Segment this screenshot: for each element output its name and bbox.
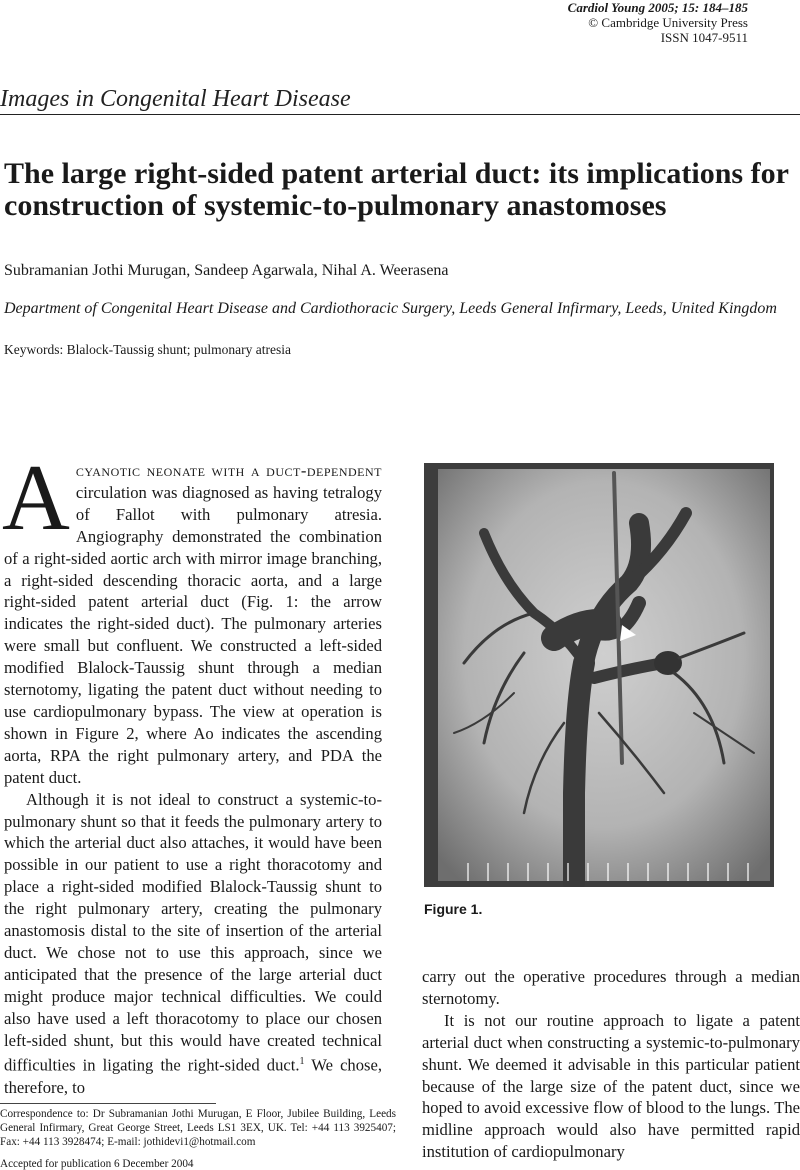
figure-caption — [424, 901, 482, 919]
accepted-date: Accepted for publication 6 December 2004 — [0, 1158, 194, 1170]
issn-line: ISSN 1047-9511 — [660, 30, 748, 45]
paragraph-2-text: Although it is not ideal to construct a systemic-to-pulmonary shunt so that it feeds the pulmonary artery to which the arterial duct also attaches, it would have been possible in our patient to use a right thoracotomy and place a right-sided modified Blalock-Taussig shunt to the right pulmonary artery, creating the pulmonary anastomosis distal to the site of insertion of the arterial duct. We chose not to use this approach, since we anticipated that the presence of the large arterial duct might produce major technical difficulties. We could also have used a left thoracotomy to place our chosen left-sided shunt, but this would have created technical difficulties in ligating the right-sided duct. — [4, 789, 382, 1075]
paragraph-1 — [2, 446, 382, 789]
figure-label: Figure 1. — [424, 901, 483, 917]
journal-citation: Cardiol Young 2005; 15: 184–185 — [567, 0, 748, 15]
opening-smallcaps: cyanotic neonate with a duct-dependent — [75, 461, 382, 480]
body-column-left — [2, 446, 382, 1099]
body-column-right — [422, 966, 800, 1163]
section-heading: Images in Congenital Heart Disease — [0, 86, 351, 112]
angiogram-figure — [424, 463, 774, 887]
angiogram-image — [424, 463, 774, 887]
paragraph-4: It is not our routine approach to ligate a patent arterial duct when constructing a systemic-to-pulmonary shunt. We deemed it advisable in this particular patient because of the large size of the patent duct, since we hoped to avoid excessive flow of blood to the lungs. The midline approach would also have permitted rapid institution of cardiopulmonary — [422, 1010, 800, 1162]
paragraph-2-tail: We chose, therefore, to — [4, 1056, 382, 1097]
publisher-line: © Cambridge University Press — [588, 15, 748, 30]
reference-1[interactable]: 1 — [299, 1056, 305, 1068]
keywords-line: Keywords: Blalock-Taussig shunt; pulmonary atresia — [4, 342, 292, 357]
journal-header — [568, 0, 748, 45]
paragraph-2 — [4, 789, 382, 1099]
correspondence-note: Correspondence to: Dr Subramanian Jothi Murugan, E Floor, Jubilee Building, Leeds General Infirmary, Great George Street, Leeds LS1 3EX, UK. Tel: +44 113 3925407; Fax: +44 113 3928474; E-mail: jothidevi1@hotmail.com — [0, 1108, 396, 1149]
paragraph-1-text: circulation was diagnosed as having tetralogy of Fallot with pulmonary atresia. Angiography demonstrated the combination of a right-sided aortic arch with mirror image branching, a right-sided descending thoracic aorta, and a large right-sided patent arterial duct (Fig. 1: the arrow indicates the right-sided duct). The pulmonary arteries were small but confluent. We constructed a left-sided modified Blalock-Taussig shunt through a median sternotomy, ligating the patent duct without needing to use cardiopulmonary bypass. The view at operation is shown in Figure 2, where Ao indicates the ascending aorta, RPA the right pulmonary artery, and PDA the patent duct. — [4, 482, 382, 787]
drop-cap: A — [2, 446, 70, 550]
author-list: Subramanian Jothi Murugan, Sandeep Agarwala, Nihal A. Weerasena — [4, 262, 449, 279]
author-affiliation: Department of Congenital Heart Disease and Cardiothoracic Surgery, Leeds General Infirmary, Leeds, United Kingdom — [4, 300, 777, 317]
footnote-divider — [0, 1103, 216, 1104]
paragraph-3: carry out the operative procedures through a median sternotomy. — [422, 967, 800, 1008]
section-divider — [0, 114, 800, 115]
article-title: The large right-sided patent arterial duct: its implications for construction of systemic-to-pulmonary anastomoses — [4, 157, 789, 222]
